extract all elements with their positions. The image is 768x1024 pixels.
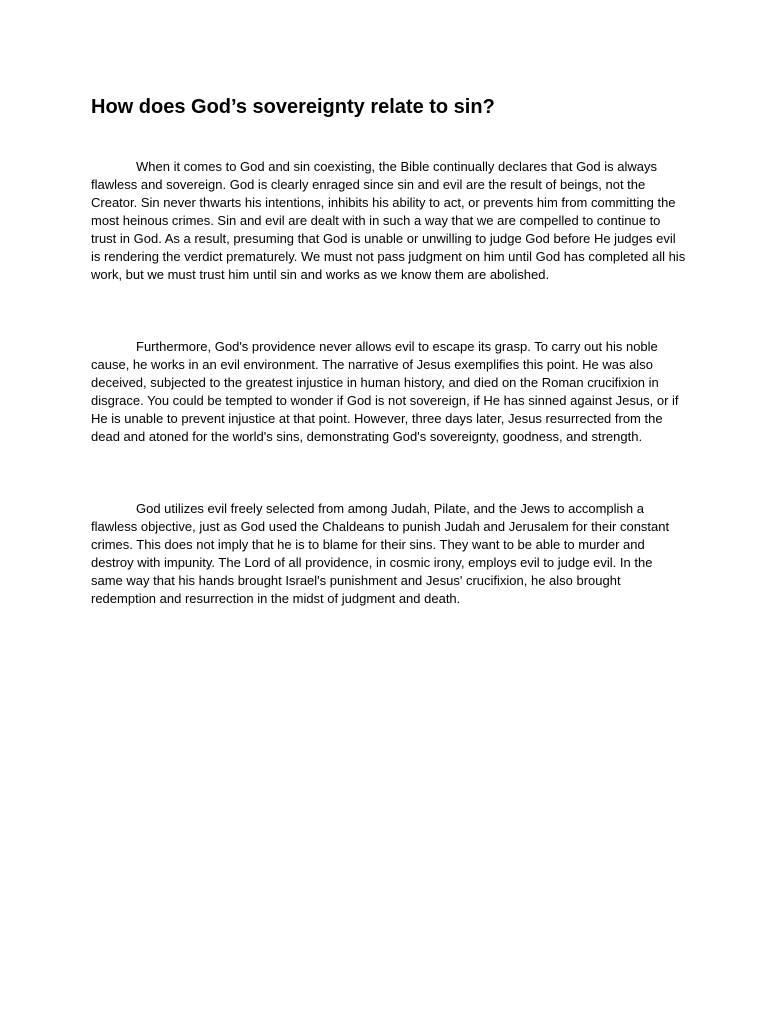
document-title: How does God’s sovereignty relate to sin?	[91, 96, 495, 118]
paragraph-1: When it comes to God and sin coexisting, the Bible continually declares that God is always flawless and sovereign. God is clearly enraged since sin and evil are the result of beings, not the Creator. Sin never thwarts his intentions, inhibits his ability to act, or prevents him from committing the most heinous crimes. Sin and evil are dealt with in such a way that we are compelled to continue to trust in God. As a result, presuming that God is unable or unwilling to judge God before He judges evil is rendering the verdict prematurely. We must not pass judgment on him until God has completed all his work, but we must trust him until sin and works as we know them are abolished.	[91, 159, 686, 282]
paragraph-3: God utilizes evil freely selected from among Judah, Pilate, and the Jews to accomplish a flawless objective, just as God used the Chaldeans to punish Judah and Jerusalem for their constant crimes. This does not imply that he is to blame for their sins. They want to be able to murder and destroy with impunity. The Lord of all providence, in cosmic irony, employs evil to judge evil. In the same way that his hands brought Israel's punishment and Jesus' crucifixion, he also brought redemption and resurrection in the midst of judgment and death.	[91, 501, 670, 606]
paragraph-2: Furthermore, God's providence never allows evil to escape its grasp. To carry out his noble cause, he works in an evil environment. The narrative of Jesus exemplifies this point. He was also deceived, subjected to the greatest injustice in human history, and died on the Roman crucifixion in disgrace. You could be tempted to wonder if God is not sovereign, if He has sinned against Jesus, or if He is unable to prevent injustice at that point. However, three days later, Jesus resurrected from the dead and atoned for the world's sins, demonstrating God's sovereignty, goodness, and strength.	[91, 339, 679, 444]
